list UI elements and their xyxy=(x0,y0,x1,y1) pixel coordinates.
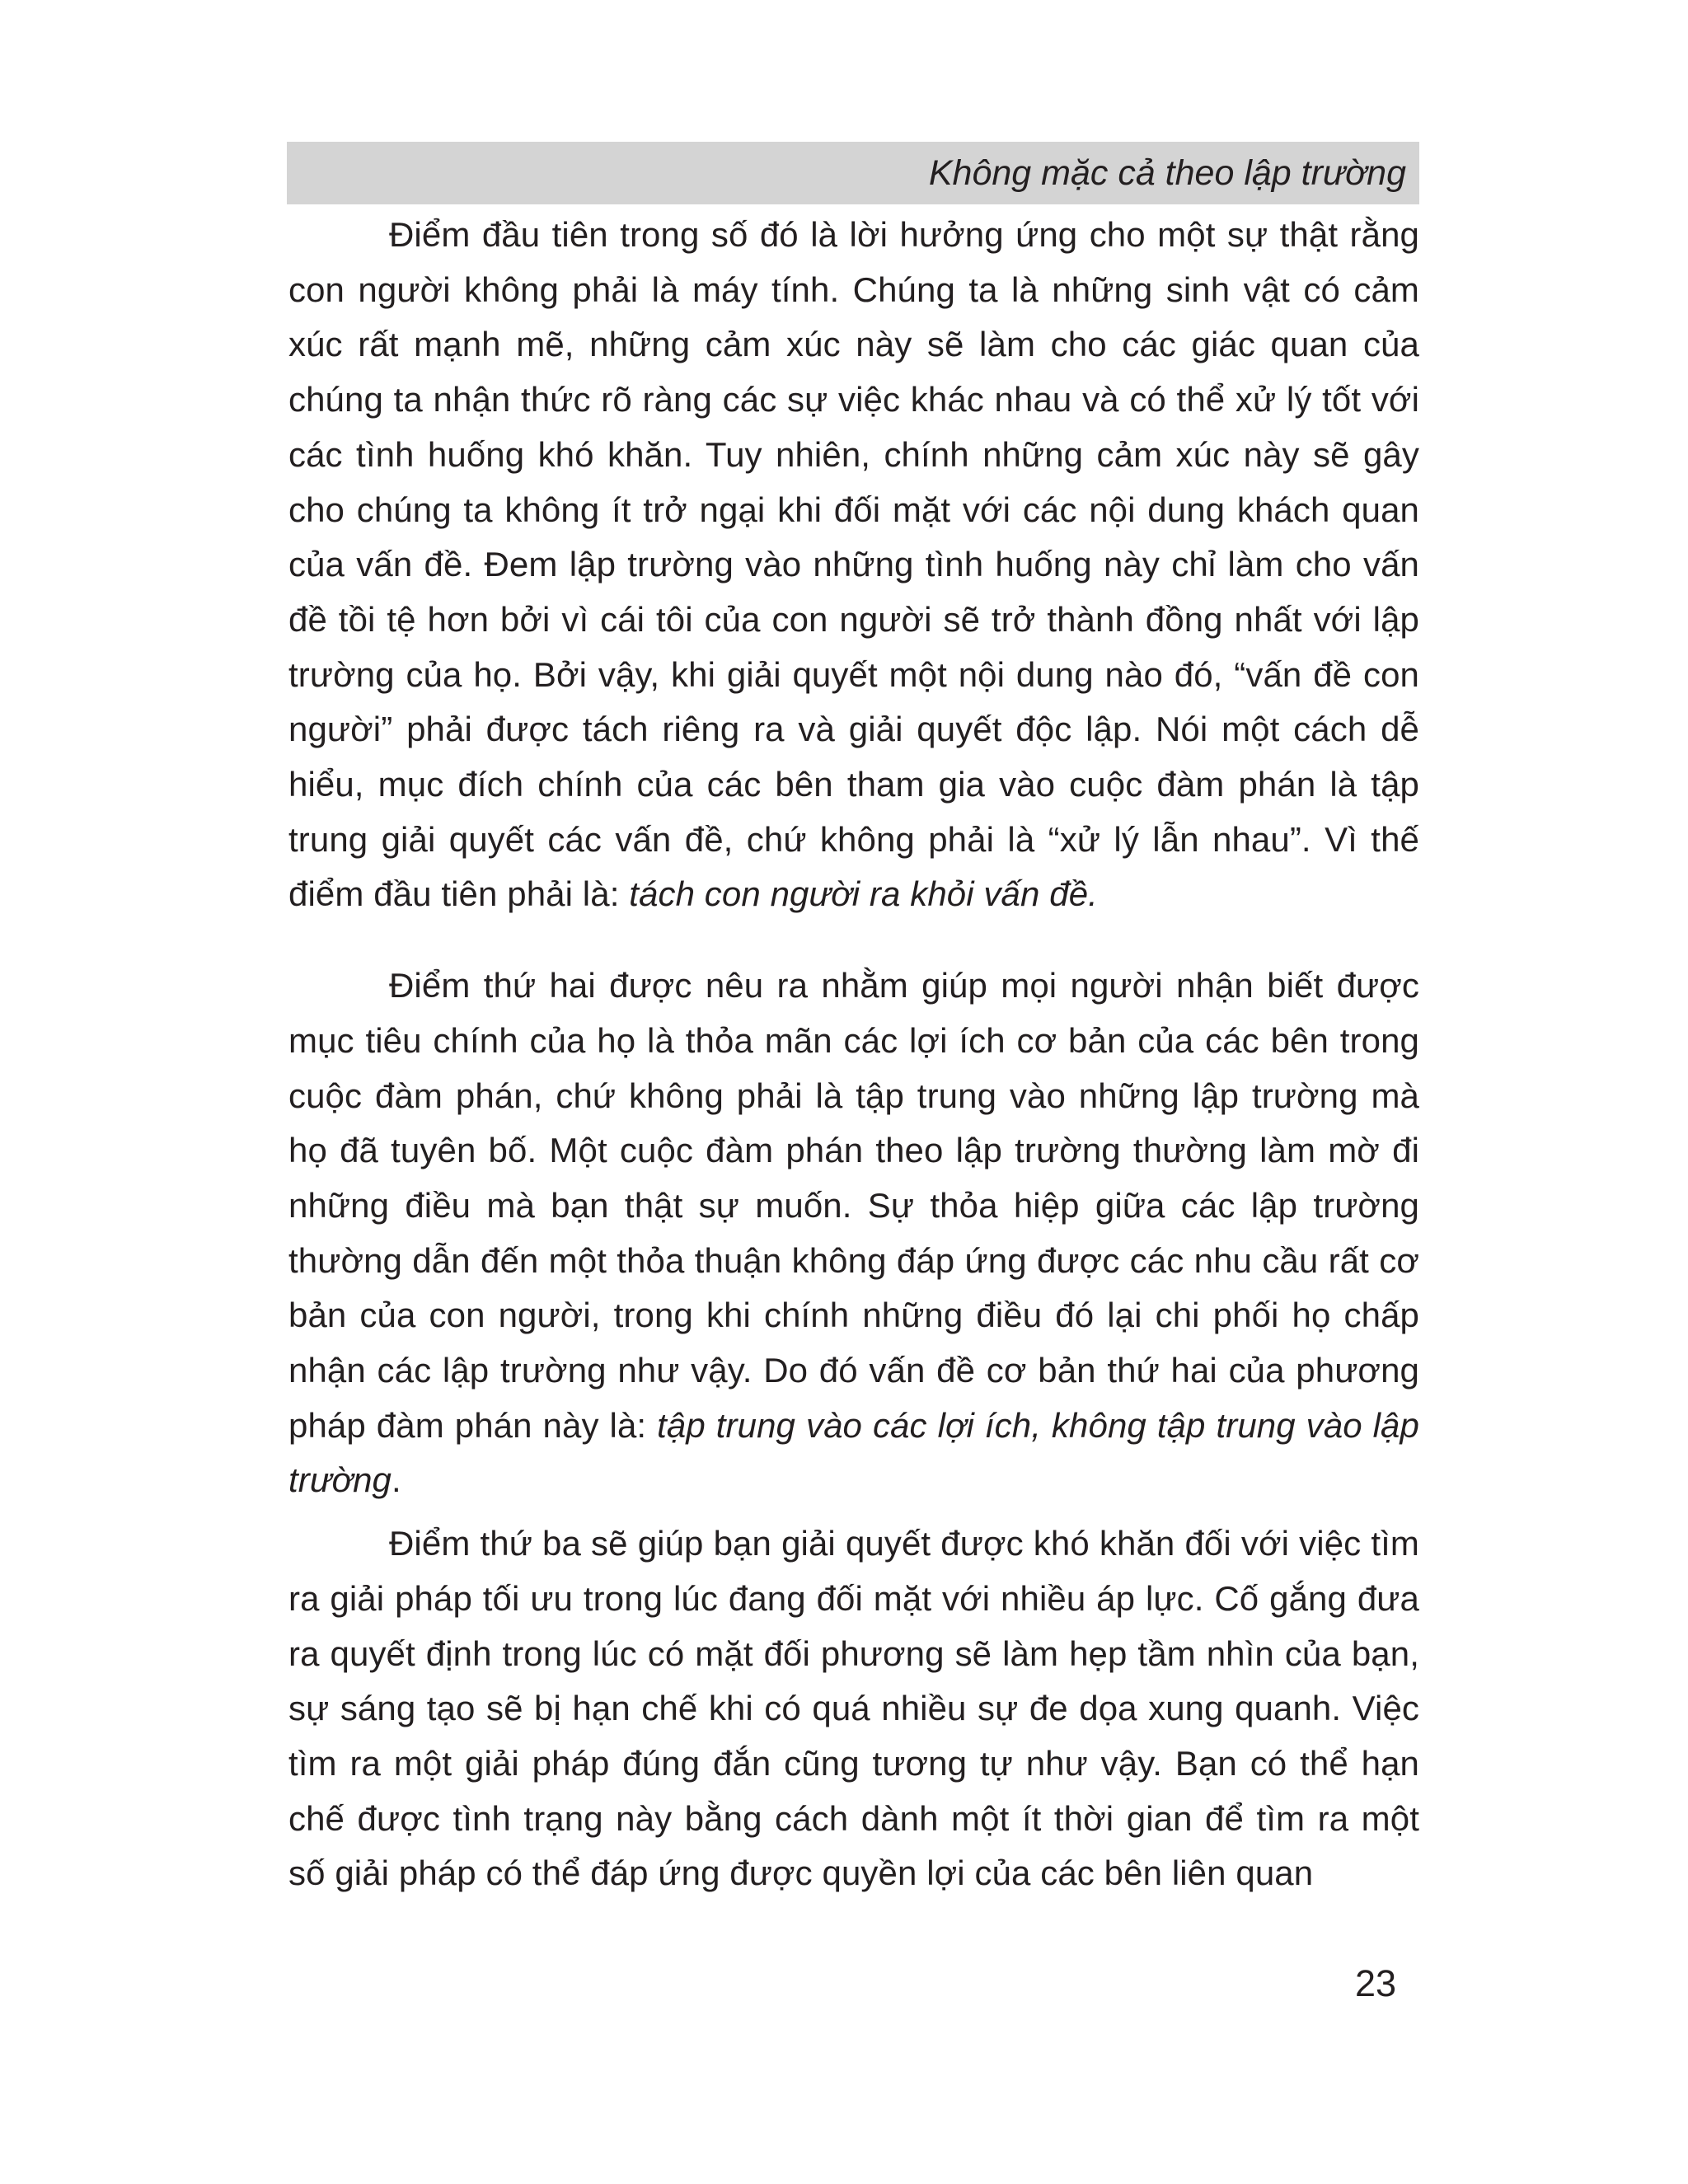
running-header-title: Không mặc cả theo lập trường xyxy=(928,153,1406,193)
paragraph-2-tail: . xyxy=(391,1460,401,1500)
paragraph-1-text: Điểm đầu tiên trong số đó là lời hưởng ứng cho một sự thật rằng con người không phải là máy tính. Chúng ta là những sinh vật có cảm xúc rất mạnh mẽ, những cảm xúc này sẽ làm cho các giác quan của chúng ta nhận thức rõ ràng các sự việc khác nhau và có thể xử lý tốt với các tình huống khó khăn. Tuy nhiên, chính những cảm xúc này sẽ gây cho chúng ta không ít trở ngại khi đối mặt với các nội dung khách quan của vấn đề. Đem lập trường vào những tình huống này chỉ làm cho vấn đề tồi tệ hơn bởi vì cái tôi của con người sẽ trở thành đồng nhất với lập trường của họ. Bởi vậy, khi giải quyết một nội dung nào đó, “vấn đề con người” phải được tách riêng ra và giải quyết độc lập. Nói một cách dễ hiểu, mục đích chính của các bên tham gia vào cuộc đàm phán là tập trung giải quyết các vấn đề, chứ không phải là “xử lý lẫn nhau”. Vì thế điểm đầu tiên phải là: xyxy=(288,215,1419,914)
page-number: 23 xyxy=(1355,1962,1397,2004)
paragraph-2-text: Điểm thứ hai được nêu ra nhằm giúp mọi người nhận biết được mục tiêu chính của họ là thỏa mãn các lợi ích cơ bản của các bên trong cuộc đàm phán, chứ không phải là tập trung vào những lập trường mà họ đã tuyên bố. Một cuộc đàm phán theo lập trường thường làm mờ đi những điều mà bạn thật sự muốn. Sự thỏa hiệp giữa các lập trường thường dẫn đến một thỏa thuận không đáp ứng được các nhu cầu rất cơ bản của con người, trong khi chính những điều đó lại chi phối họ chấp nhận các lập trường như vậy. Do đó vấn đề cơ bản thứ hai của phương pháp đàm phán này là: xyxy=(288,966,1419,1445)
paragraph-2-emphasis: tập trung vào các lợi ích, không tập trung vào lập trường xyxy=(288,1405,1419,1500)
paragraph-1-emphasis: tách con người ra khỏi vấn đề. xyxy=(629,874,1098,914)
running-header xyxy=(287,142,1419,204)
paragraph-1 xyxy=(288,208,1419,922)
body-text xyxy=(288,208,1419,1901)
paragraph-3 xyxy=(288,1516,1419,1901)
paragraph-3-text: Điểm thứ ba sẽ giúp bạn giải quyết được khó khăn đối với việc tìm ra giải pháp tối ưu trong lúc đang đối mặt với nhiều áp lực. Cố gắng đưa ra quyết định trong lúc có mặt đối phương sẽ làm hẹp tầm nhìn của bạn, sự sáng tạo sẽ bị hạn chế khi có quá nhiều sự đe dọa xung quanh. Việc tìm ra một giải pháp đúng đắn cũng tương tự như vậy. Bạn có thể hạn chế được tình trạng này bằng cách dành một ít thời gian để tìm ra một số giải pháp có thể đáp ứng được quyền lợi của các bên liên quan xyxy=(288,1524,1419,1893)
paragraph-2 xyxy=(288,958,1419,1508)
